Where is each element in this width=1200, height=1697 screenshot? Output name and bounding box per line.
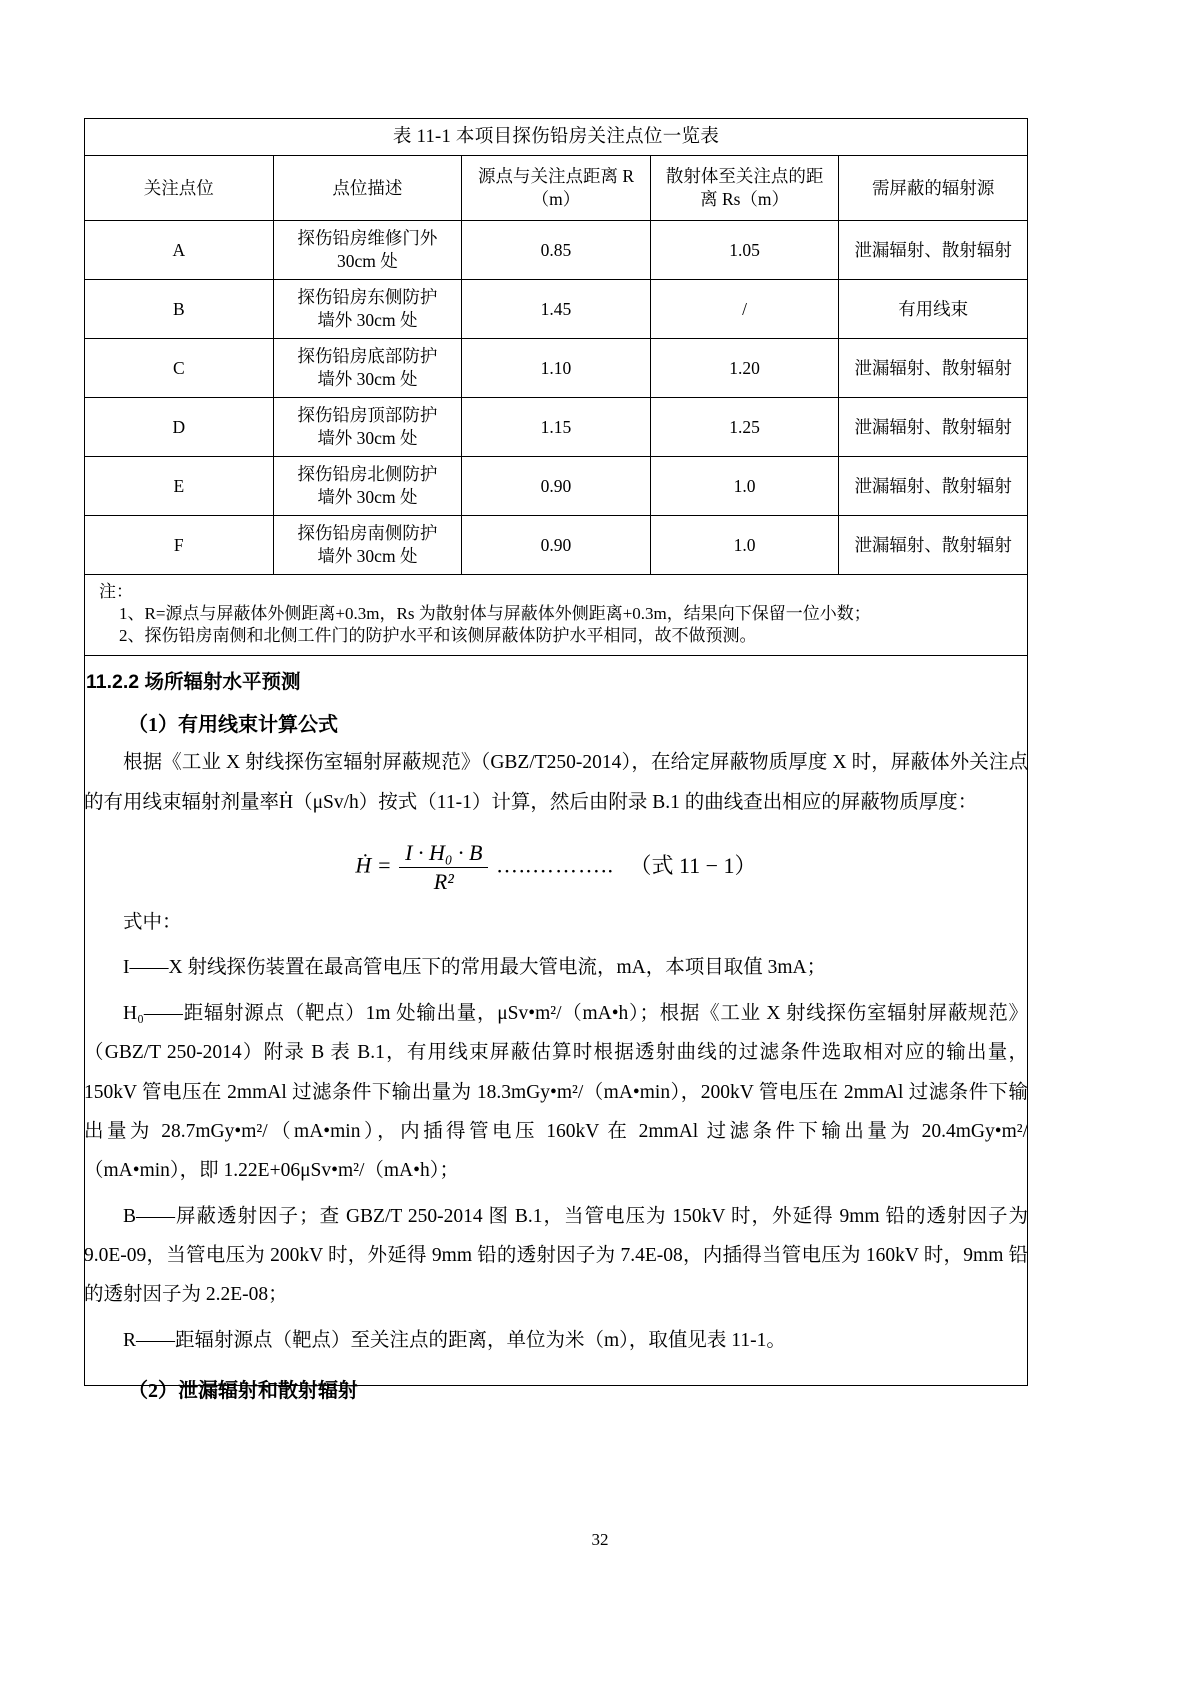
definition-H0: H₀——距辐射源点（靶点）1m 处输出量，μSv•m²/（mA•h）；根据《工业 X 射线探伤室辐射屏蔽规范》（GBZ/T 250-2014）附录 B 表 B.1，有用线束屏蔽估算时根据透射曲线的过滤条件选取相对应的输出量，150kV 管电压在 2mmAl 过滤条件下输出量为 18.3mGy•m²/（mA•min），200kV 管电压在 2mmAl 过滤条件下输出量为 28.7mGy•m²/（mA•min），内插得管电压 160kV 在 2mmAl 过滤条件下输出量为 20.4mGy•m²/（mA•min），即 1.22E+06μSv•m²/（mA•h）； <box>84 1002 1028 1182</box>
column-header-distance-rs-line1: 散射体至关注点的距 <box>665 166 824 187</box>
formula-11-1 <box>84 840 1028 895</box>
cell-radiation-source: 有用线束 <box>839 280 1028 339</box>
note-item-2: 2、探伤铅房南侧和北侧工件门的防护水平和该侧屏蔽体防护水平相同，故不做预测。 <box>119 626 757 646</box>
cell-description-line1: 探伤铅房顶部防护 <box>297 405 438 426</box>
document-content <box>84 118 1028 1409</box>
column-header-distance-r <box>462 156 651 221</box>
column-header-distance-rs-line2: 离 Rs（m） <box>700 189 790 210</box>
cell-point: B <box>85 280 274 339</box>
table-row <box>85 339 1028 398</box>
cell-distance-rs: 1.25 <box>650 398 839 457</box>
cell-description-line2: 墙外 30cm 处 <box>317 546 418 567</box>
cell-description-line1: 探伤铅房北侧防护 <box>297 464 438 485</box>
table-caption-row <box>85 118 1028 156</box>
cell-point: F <box>85 516 274 575</box>
table-row <box>85 516 1028 575</box>
formula-fraction <box>399 840 488 895</box>
cell-radiation-source: 泄漏辐射、散射辐射 <box>839 339 1028 398</box>
definition-B: B——屏蔽透射因子；查 GBZ/T 250-2014 图 B.1，当管电压为 150kV 时，外延得 9mm 铅的透射因子为 9.0E-09，当管电压为 200kV 时，外延得 9mm 铅的透射因子为 7.4E-08，内插得当管电压为 160kV 时，9mm 铅的透射因子为 2.2E-08； <box>84 1205 1028 1306</box>
cell-distance-r: 1.45 <box>462 280 651 339</box>
cell-point: A <box>85 221 274 280</box>
cell-distance-r: 0.90 <box>462 516 651 575</box>
formula-denominator: R² <box>433 869 454 895</box>
cell-distance-r: 1.15 <box>462 398 651 457</box>
section-heading: 11.2.2 场所辐射水平预测 <box>86 671 301 694</box>
cell-distance-rs: 1.0 <box>650 457 839 516</box>
formula-number: （式 11 − 1） <box>629 852 757 878</box>
definition-I: I——X 射线探伤装置在最高管电压下的常用最大管电流，mA，本项目取值 3mA； <box>123 957 827 979</box>
cell-distance-rs: 1.20 <box>650 339 839 398</box>
cell-description-line2: 墙外 30cm 处 <box>317 428 418 449</box>
cell-radiation-source: 泄漏辐射、散射辐射 <box>839 457 1028 516</box>
cell-point: E <box>85 457 274 516</box>
cell-description <box>273 457 462 516</box>
formula-dots: …..……….. <box>495 852 614 878</box>
column-header-description: 点位描述 <box>273 156 462 221</box>
cell-description-line1: 探伤铅房南侧防护 <box>297 523 438 544</box>
cell-description <box>273 339 462 398</box>
cell-description-line2: 30cm 处 <box>337 251 398 272</box>
column-header-distance-rs <box>650 156 839 221</box>
cell-point: D <box>85 398 274 457</box>
table-row <box>85 457 1028 516</box>
cell-radiation-source: 泄漏辐射、散射辐射 <box>839 398 1028 457</box>
cell-distance-rs: / <box>650 280 839 339</box>
table-notes <box>85 575 1028 656</box>
cell-radiation-source: 泄漏辐射、散射辐射 <box>839 516 1028 575</box>
cell-point: C <box>85 339 274 398</box>
cell-distance-rs: 1.05 <box>650 221 839 280</box>
column-header-distance-r-line2: （m） <box>531 189 581 210</box>
cell-description-line2: 墙外 30cm 处 <box>317 487 418 508</box>
table-row <box>85 398 1028 457</box>
column-header-distance-r-line1: 源点与关注点距离 R <box>477 166 634 187</box>
table-row <box>85 280 1028 339</box>
where-label: 式中： <box>123 912 182 934</box>
formula-numerator: I · H₀ · B <box>399 840 488 868</box>
cell-description <box>273 516 462 575</box>
cell-distance-r: 0.90 <box>462 457 651 516</box>
cell-distance-r: 1.10 <box>462 339 651 398</box>
cell-description-line2: 墙外 30cm 处 <box>317 310 418 331</box>
cell-description <box>273 398 462 457</box>
column-header-point: 关注点位 <box>85 156 274 221</box>
subsection-heading-2: （2）泄漏辐射和散射辐射 <box>128 1380 358 1403</box>
note-item-1: 1、R=源点与屏蔽体外侧距离+0.3m，Rs 为散射体与屏蔽体外侧距离+0.3m，结果向下保留一位小数； <box>119 604 871 624</box>
formula-lhs: Ḣ = <box>355 852 392 878</box>
cell-description <box>273 280 462 339</box>
cell-distance-rs: 1.0 <box>650 516 839 575</box>
cell-description-line1: 探伤铅房底部防护 <box>297 346 438 367</box>
page-number: 32 <box>591 1530 609 1549</box>
table-header-row <box>85 156 1028 221</box>
definition-R: R——距辐射源点（靶点）至关注点的距离，单位为米（m），取值见表 11-1。 <box>123 1329 786 1351</box>
subsection-heading-1: （1）有用线束计算公式 <box>128 714 338 737</box>
table-caption: 表 11-1 本项目探伤铅房关注点位一览表 <box>85 118 1028 156</box>
table-notes-row <box>85 575 1028 656</box>
column-header-radiation-source: 需屏蔽的辐射源 <box>839 156 1028 221</box>
attention-points-table <box>84 118 1028 656</box>
notes-label: 注： <box>99 582 133 602</box>
cell-description <box>273 221 462 280</box>
cell-radiation-source: 泄漏辐射、散射辐射 <box>839 221 1028 280</box>
table-row <box>85 221 1028 280</box>
cell-description-line2: 墙外 30cm 处 <box>317 369 418 390</box>
cell-description-line1: 探伤铅房维修门外 <box>297 228 438 249</box>
cell-distance-r: 0.85 <box>462 221 651 280</box>
paragraph-intro: 根据《工业 X 射线探伤室辐射屏蔽规范》（GBZ/T250-2014），在给定屏蔽物质厚度 X 时，屏蔽体外关注点的有用线束辐射剂量率Ḣ（μSv/h）按式（11-1）计算，然后由附录 B.1 的曲线查出相应的屏蔽物质厚度： <box>84 752 1028 813</box>
cell-description-line1: 探伤铅房东侧防护 <box>297 287 438 308</box>
